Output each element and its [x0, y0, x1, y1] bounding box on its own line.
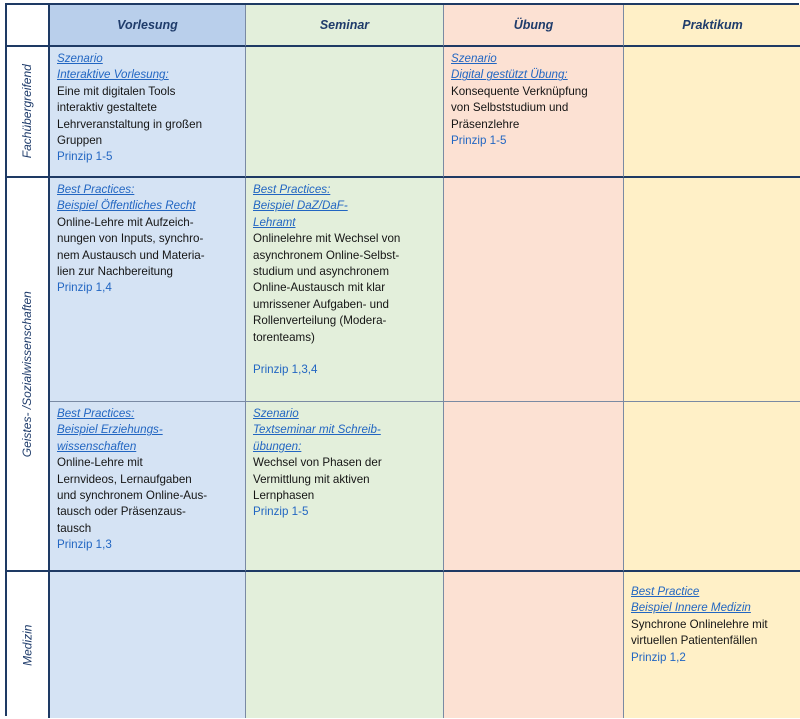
- column-header-uebung: Übung: [444, 5, 624, 47]
- cell-text-line: Lehrveranstaltung in großen: [57, 117, 203, 131]
- cell-text-line: und synchronem Online-Aus-: [57, 489, 208, 503]
- cell-text-line: umrissener Aufgaben- und: [253, 297, 389, 311]
- example-title-link[interactable]: Beispiel DaZ/DaF-: [253, 199, 348, 213]
- cell-text-line: Online-Austausch mit klar: [253, 281, 386, 295]
- cell-text-line: Gruppen: [57, 134, 103, 148]
- best-practices-link[interactable]: Best Practices:: [253, 183, 331, 196]
- column-header-seminar: Seminar: [246, 5, 444, 47]
- cell-text-line: virtuellen Patientenfällen: [631, 634, 758, 648]
- cell-geist-seminar-1: [246, 178, 444, 402]
- cell-geist-uebung-2: [444, 402, 624, 572]
- cell-text-line: Lernvideos, Lernaufgaben: [57, 472, 192, 486]
- prinzip-label: Prinzip 1-5: [253, 505, 309, 519]
- scenario-link[interactable]: Szenario: [253, 407, 299, 420]
- cell-geist-praktikum-2: [624, 402, 800, 572]
- cell-med-seminar: [246, 572, 444, 718]
- example-title-link-cont[interactable]: wissenschaften: [57, 439, 137, 453]
- cell-text-line: Lernphasen: [253, 489, 315, 503]
- scenario-title-link-cont[interactable]: übungen:: [253, 439, 302, 453]
- cell-text-line: tausch oder Präsenzaus-: [57, 505, 186, 519]
- example-title-link[interactable]: Beispiel Öffentliches Recht: [57, 199, 196, 213]
- cell-text-line: tausch: [57, 521, 92, 535]
- row-header-medizin: [7, 572, 50, 718]
- column-header-praktikum: Praktikum: [624, 5, 800, 47]
- row-header-label: Medizin: [20, 624, 35, 666]
- example-title-link-cont[interactable]: Lehramt: [253, 215, 296, 229]
- best-practices-link[interactable]: Best Practices:: [57, 183, 135, 196]
- scenario-title-link[interactable]: Digital gestützt Übung:: [451, 68, 568, 82]
- prinzip-label: Prinzip 1,2: [631, 650, 686, 664]
- cell-text-line: studium und asynchronem: [253, 265, 389, 279]
- scenario-link[interactable]: Szenario: [57, 52, 103, 65]
- best-practice-link[interactable]: Best Practice: [631, 585, 700, 598]
- cell-text-line: Wechsel von Phasen der: [253, 456, 382, 470]
- prinzip-label: Prinzip 1,3: [57, 538, 112, 552]
- column-header-vorlesung: Vorlesung: [50, 5, 246, 47]
- row-header-label: Geistes- /Sozialwissenschaften: [20, 290, 35, 458]
- prinzip-label: Prinzip 1,4: [57, 281, 112, 295]
- cell-fach-praktikum: [624, 47, 800, 178]
- cell-med-praktikum: [624, 572, 800, 718]
- cell-text-line: Vermittlung mit aktiven: [253, 472, 370, 486]
- cell-text-line: nem Austausch und Materia-: [57, 248, 205, 262]
- cell-geist-seminar-2: [246, 402, 444, 572]
- cell-geist-praktikum-1: [624, 178, 800, 402]
- cell-fach-seminar: [246, 47, 444, 178]
- row-header-label: Fachübergreifend: [20, 64, 35, 159]
- cell-text-line: Rollenverteilung (Modera-: [253, 314, 387, 328]
- cell-med-vorlesung: [50, 572, 246, 718]
- scenario-title-link[interactable]: Interaktive Vorlesung:: [57, 68, 169, 82]
- cell-geist-uebung-1: [444, 178, 624, 402]
- cell-text-line: interaktiv gestaltete: [57, 101, 157, 115]
- scenario-link[interactable]: Szenario: [451, 52, 497, 65]
- cell-text-line: nungen von Inputs, synchro-: [57, 232, 204, 246]
- example-title-link[interactable]: Beispiel Erziehungs-: [57, 423, 163, 437]
- cell-text-line: asynchronem Online-Selbst-: [253, 248, 400, 262]
- row-header-fachuebergreifend: [7, 47, 50, 178]
- cell-fach-vorlesung: [50, 47, 246, 178]
- prinzip-label: Prinzip 1-5: [57, 150, 113, 164]
- cell-text-line: Synchrone Onlinelehre mit: [631, 617, 768, 631]
- cell-text-line: von Selbststudium und: [451, 101, 569, 115]
- cell-text-line: Online-Lehre mit: [57, 456, 143, 470]
- best-practices-link[interactable]: Best Practices:: [57, 407, 135, 420]
- cell-text-line: Konsequente Verknüpfung: [451, 84, 588, 98]
- cell-text-line: Online-Lehre mit Aufzeich-: [57, 215, 194, 229]
- cell-med-uebung: [444, 572, 624, 718]
- scenario-title-link[interactable]: Textseminar mit Schreib-: [253, 423, 381, 437]
- prinzip-label: Prinzip 1,3,4: [253, 363, 318, 377]
- teaching-scenarios-table: [5, 3, 799, 716]
- cell-text-line: torenteams): [253, 330, 315, 344]
- spacer: [253, 346, 436, 362]
- cell-fach-uebung: [444, 47, 624, 178]
- cell-text-line: Präsenzlehre: [451, 117, 520, 131]
- row-header-geisteswissenschaften: [7, 178, 50, 572]
- cell-text-line: Onlinelehre mit Wechsel von: [253, 232, 401, 246]
- corner-cell: [7, 5, 50, 47]
- example-title-link[interactable]: Beispiel Innere Medizin: [631, 601, 751, 615]
- prinzip-label: Prinzip 1-5: [451, 134, 507, 148]
- cell-text-line: lien zur Nachbereitung: [57, 265, 174, 279]
- cell-text-line: Eine mit digitalen Tools: [57, 84, 176, 98]
- cell-geist-vorlesung-2: [50, 402, 246, 572]
- cell-geist-vorlesung-1: [50, 178, 246, 402]
